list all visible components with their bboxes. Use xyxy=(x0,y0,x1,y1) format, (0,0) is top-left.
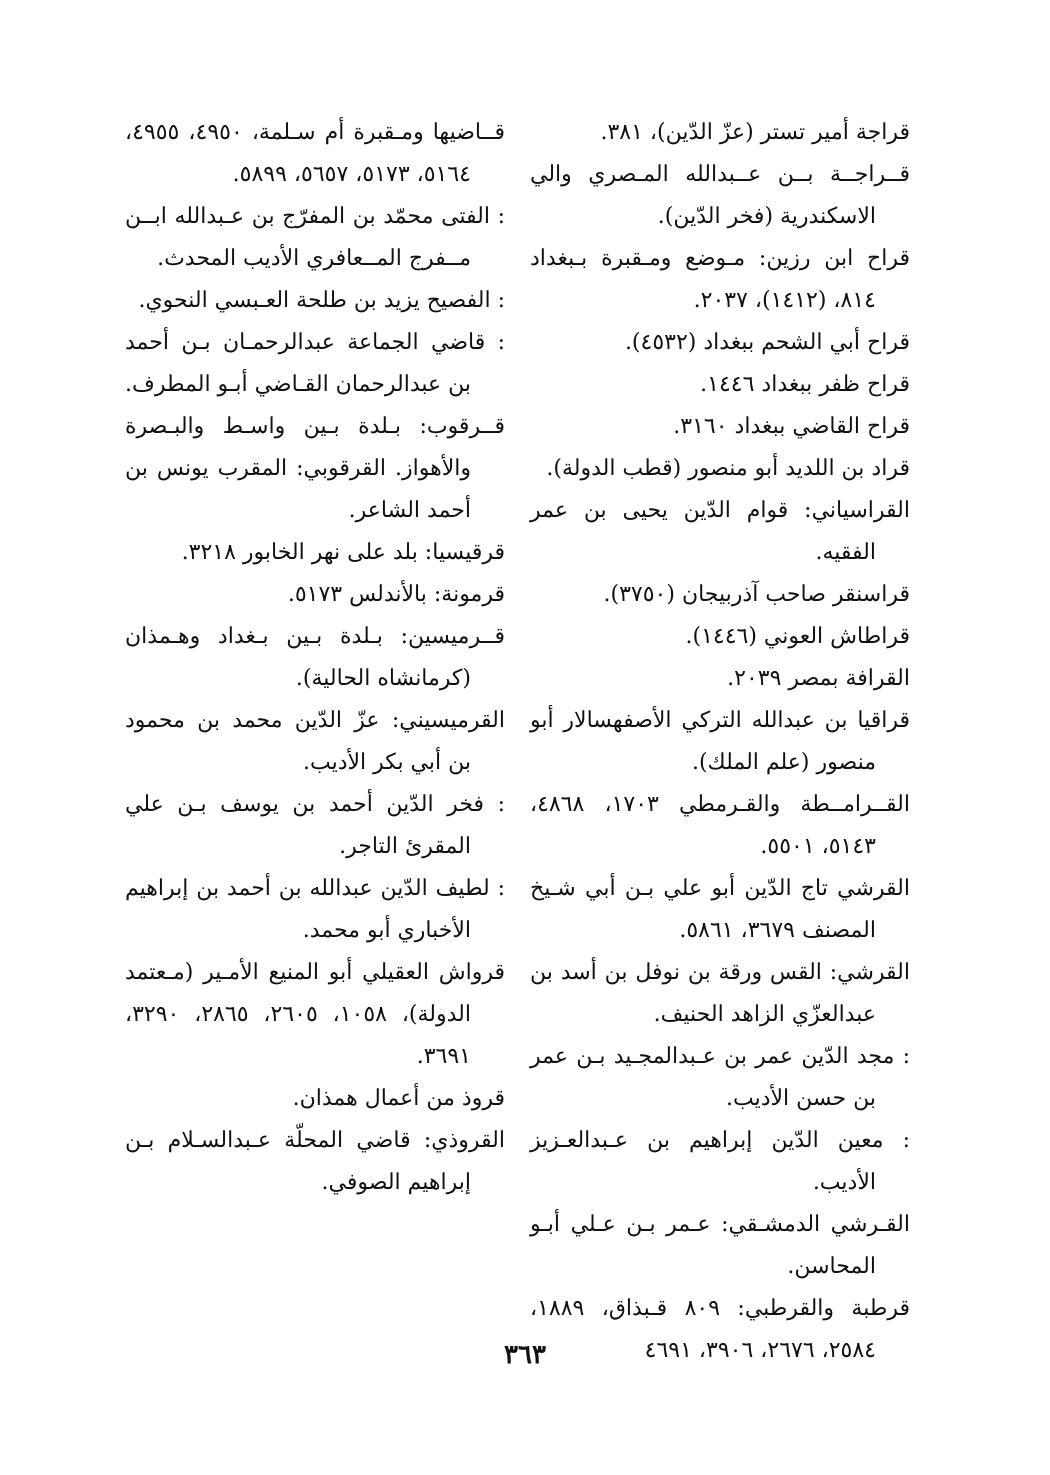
index-entry: قراجة أمير تستر (عزّ الدّين)، ٣٨١. xyxy=(600,120,910,145)
index-entry: القرشي تاج الدّين أبو علي بـن أبي شـيخ المصنف ٣٦٧٩، ٥٨٦١. xyxy=(530,876,910,943)
index-entry: قرطبة والقرطبي: ٨٠٩ قـبذاق، ١٨٨٩، ٢٥٨٤، ٢٦٧٦، ٣٩٠٦، ٤٦٩١ xyxy=(530,1296,910,1363)
index-entry: قراح ابن رزين: مـوضع ومـقبرة بـبغداد ٨١٤، (١٤١٢)، ٢٠٣٧. xyxy=(530,246,910,313)
index-entry: : معين الدّين إبراهيم بن عـبدالعـزيز الأديب. xyxy=(530,1128,910,1195)
left-column xyxy=(125,112,505,1204)
index-entry: : قاضي الجماعة عبدالرحمـان بـن أحمد بن عبدالرحمان القـاضي أبـو المطرف. xyxy=(125,330,505,397)
index-entry: القرافة بمصر ٢٠٣٩. xyxy=(727,666,910,691)
index-entry: قراطاش العوني (١٤٤٦). xyxy=(685,624,910,649)
index-entry: قراح ظفر ببغداد ١٤٤٦. xyxy=(700,372,910,397)
index-entry: : فخر الدّين أحمد بن يوسف بـن علي المقرئ التاجر. xyxy=(125,792,505,859)
index-entry: قرواش العقيلي أبو المنيع الأمـير (مـعتمد الدولة)، ١٠٥٨، ٢٦٠٥، ٢٨٦٥، ٣٢٩٠، ٣٦٩١. xyxy=(125,960,505,1069)
index-entry: قرقيسيا: بلد على نهر الخابور ٣٢١٨. xyxy=(181,540,505,565)
index-entry: قراقيا بن عبدالله التركي الأصفهسالار أبو منصور (علم الملك). xyxy=(530,708,910,775)
index-entry: قــرقوب: بـلدة بـين واسـط والبـصرة والأهواز. القرقوبي: المقرب يونس بن أحمد الشاعر. xyxy=(125,414,505,523)
index-entry: القراسياني: قوام الدّين يحيى بن عمر الفقيه. xyxy=(530,498,910,565)
right-column xyxy=(530,112,910,1372)
index-entry: قــراجــة بــن عــبدالله المـصري والي الاسكندرية (فخر الدّين). xyxy=(530,162,910,229)
index-entry: قــرميسين: بـلدة بـين بـغداد وهـمذان (كرمانشاه الحالية). xyxy=(125,624,505,691)
index-entry: القـرشي الدمشـقي: عـمر بـن عـلي أبـو المحاسن. xyxy=(530,1212,910,1279)
index-entry: القرميسيني: عزّ الدّين محمد بن محمود بن أبي بكر الأديب. xyxy=(125,708,505,775)
index-entry: قراد بن اللديد أبو منصور (قطب الدولة). xyxy=(546,456,910,481)
index-entry: قراح القاضي ببغداد ٣١٦٠. xyxy=(673,414,910,439)
index-entry: : لطيف الدّين عبدالله بن أحمد بن إبراهيم الأخباري أبو محمد. xyxy=(125,876,505,943)
index-entry: : الفتى محمّد بن المفرّج بن عـبدالله ابــن مــفرج المــعافري الأديب المحدث. xyxy=(125,204,505,271)
index-entry: قراح أبي الشحم ببغداد (٤٥٣٢). xyxy=(624,330,910,355)
index-entry: القرشي: القس ورقة بن نوفل بن أسد بن عبدالعزّي الزاهد الحنيف. xyxy=(530,960,910,1027)
index-entry: قروذ من أعمال همذان. xyxy=(292,1086,505,1111)
index-entry: : الفصيح يزيد بن طلحة العـبسي النحوي. xyxy=(138,288,505,313)
index-entry: : مجد الدّين عمر بن عـبدالمجـيد بـن عمر بن حسن الأديب. xyxy=(530,1044,910,1111)
page-number: ٣٦٣ xyxy=(504,1340,546,1370)
index-entry: قرمونة: بالأندلس ٥١٧٣. xyxy=(287,582,505,607)
index-entry: القروذي: قاضي المحلّة عـبدالسـلام بـن إبراهيم الصوفي. xyxy=(125,1128,505,1195)
index-entry: قراسنقر صاحب آذربيجان (٣٧٥٠). xyxy=(603,582,910,607)
index-entry: قــاضيها ومـقبرة أم سـلمة، ٤٩٥٠، ٤٩٥٥، ٥١٦٤، ٥١٧٣، ٥٦٥٧، ٥٨٩٩. xyxy=(125,120,505,187)
index-entry: القــرامــطة والقـرمطي ١٧٠٣، ٤٨٦٨، ٥١٤٣، ٥٥٠١. xyxy=(530,792,910,859)
